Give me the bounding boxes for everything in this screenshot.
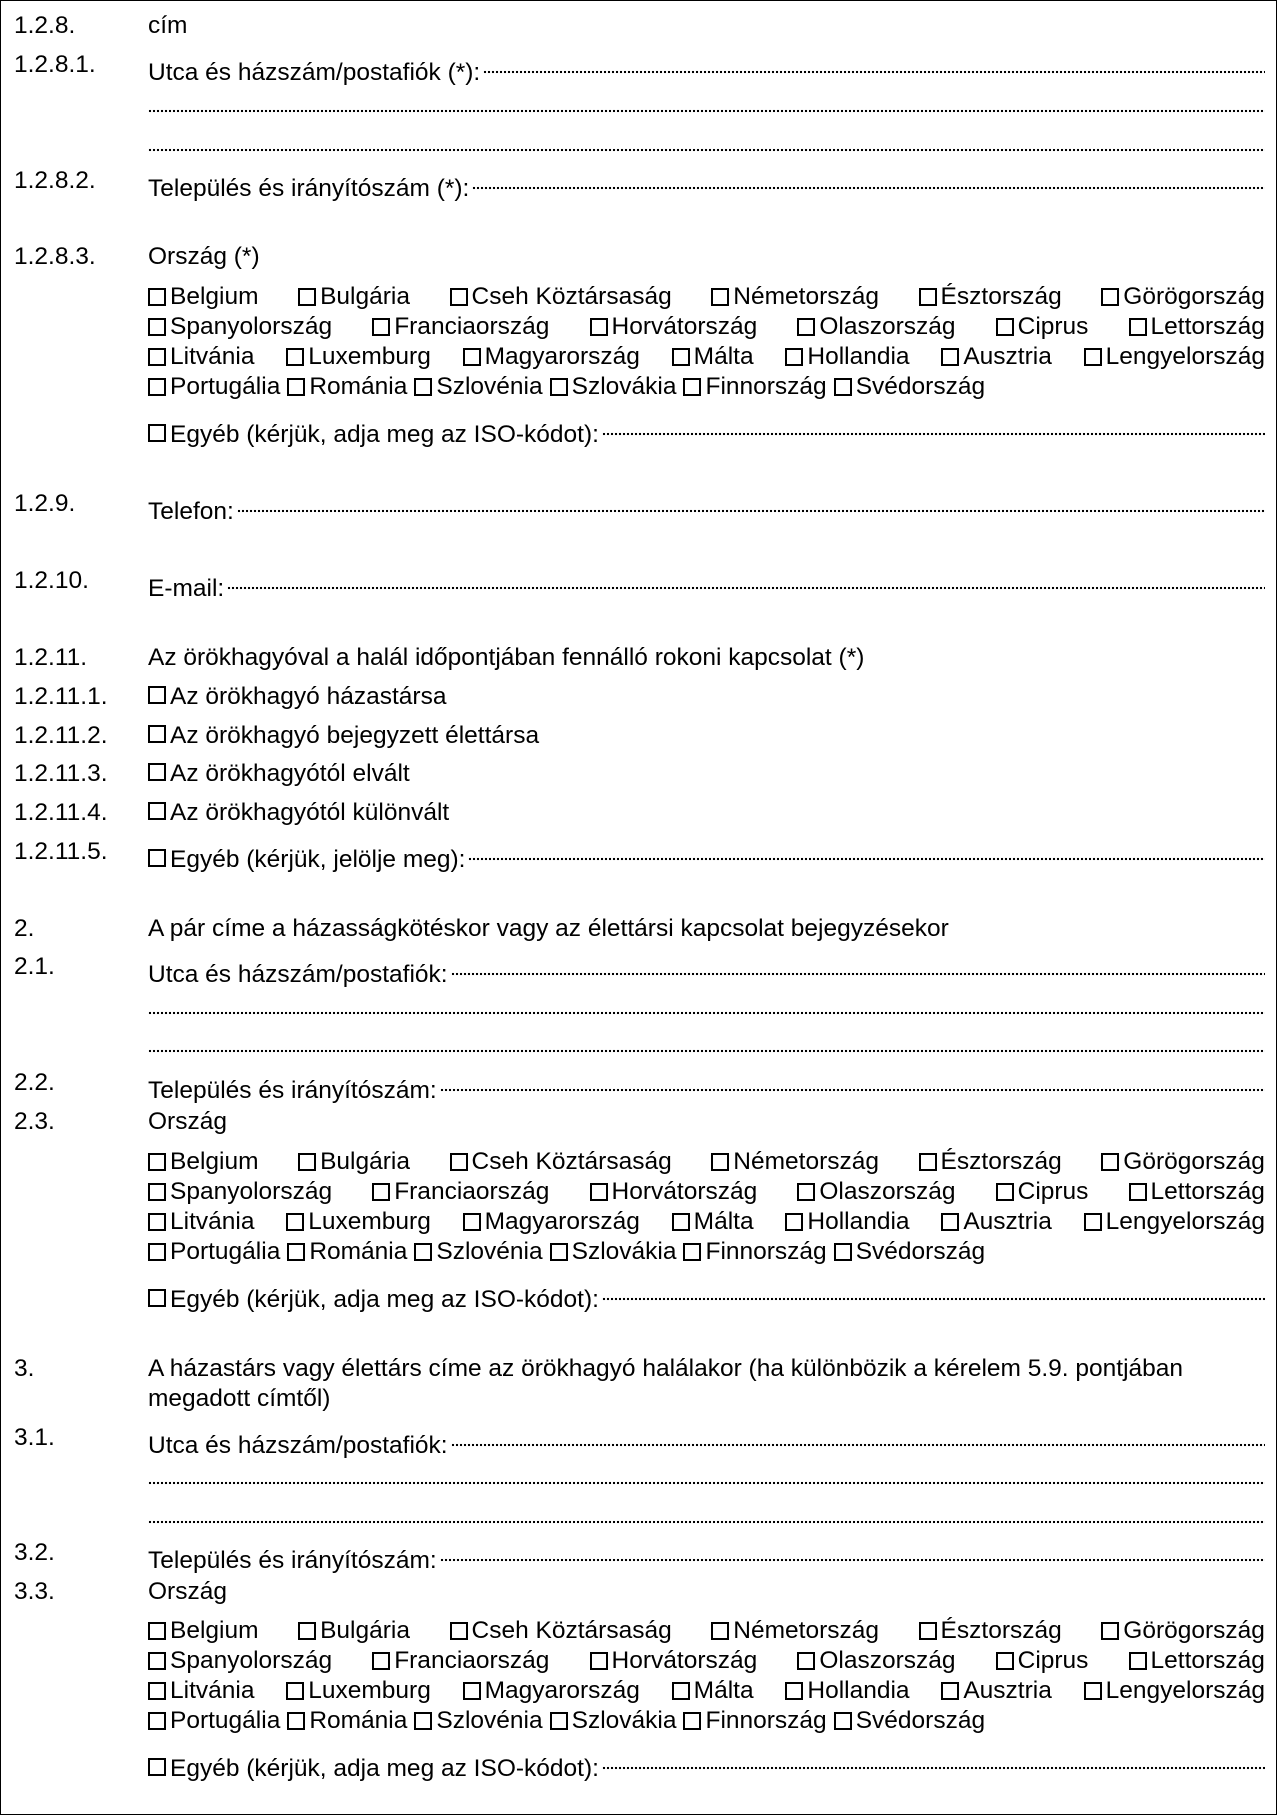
iso-code-input[interactable] [602,1746,1265,1776]
checkbox-icon[interactable] [711,1622,729,1640]
checkbox-icon[interactable] [919,1622,937,1640]
checkbox-icon[interactable] [372,318,390,336]
country-option[interactable]: Ausztria [941,342,1052,372]
checkbox-icon[interactable] [414,1712,432,1730]
country-option[interactable]: Lettország [1129,1177,1265,1207]
country-option[interactable]: Portugália [148,372,280,402]
section-3-2 [1,1538,1276,1574]
item-number: 1.2.11.2. [14,722,108,749]
country-option[interactable]: Olaszország [797,1646,955,1676]
checkbox-icon[interactable] [797,1183,815,1201]
checkbox-icon[interactable] [683,1243,701,1261]
checkbox-icon[interactable] [996,1183,1014,1201]
item-label: Utca és házszám/postafiók: [148,961,448,988]
relation-other-input[interactable] [468,837,1265,867]
relation-label: Egyéb (kérjük, jelölje meg): [170,846,466,873]
item-number: 2.2. [14,1069,55,1096]
country-option[interactable]: Luxemburg [286,342,431,372]
checkbox-icon[interactable] [1101,288,1119,306]
checkbox-icon[interactable] [785,1682,803,1700]
checkbox-icon[interactable] [148,288,166,306]
continuation-line [1,1029,1276,1059]
country-option[interactable]: Ciprus [996,1177,1089,1207]
country-option[interactable]: Észtország [919,282,1062,312]
checkbox-icon[interactable] [148,1622,166,1640]
country-option[interactable]: Románia [287,372,407,402]
item-label: Utca és házszám/postafiók: [148,1432,448,1459]
relation-option [1,837,1276,873]
item-label: Az örökhagyóval a halál időpontjában fennálló rokoni kapcsolat (*) [148,644,865,671]
section-1-2-8-3 [1,242,1276,272]
checkbox-icon[interactable] [450,1153,468,1171]
section-3-3 [1,1577,1276,1607]
checkbox-icon[interactable] [1084,1213,1102,1231]
item-label: Település és irányítószám: [148,1077,437,1104]
country-option[interactable]: Észtország [919,1147,1062,1177]
country-option[interactable]: Horvátország [590,1177,758,1207]
checkbox-icon[interactable] [148,1758,166,1776]
street-input-line-2[interactable] [148,1461,1265,1491]
other-iso-label: Egyéb (kérjük, adja meg az ISO-kódot): [170,421,599,448]
item-label: Település és irányítószám: [148,1547,437,1574]
checkbox-icon[interactable] [286,348,304,366]
section-3 [1,1354,1276,1414]
country-option[interactable]: Spanyolország [148,312,332,342]
checkbox-icon[interactable] [550,1243,568,1261]
item-number: 3. [14,1355,35,1382]
country-option[interactable]: Lettország [1129,1646,1265,1676]
item-label: cím [148,12,188,39]
other-iso-label: Egyéb (kérjük, adja meg az ISO-kódot): [170,1286,599,1313]
item-number: 2.1. [14,953,55,980]
country-option[interactable]: Málta [672,342,754,372]
country-option[interactable]: Luxemburg [286,1676,431,1706]
item-number: 1.2.8.3. [14,243,96,270]
checkbox-icon[interactable] [148,1183,166,1201]
section-1-2-8-2 [1,166,1276,202]
street-input-line-2[interactable] [148,991,1265,1021]
country-option[interactable]: Cseh Köztársaság [450,1616,672,1646]
checkbox-icon[interactable] [834,378,852,396]
checkbox-icon[interactable] [941,348,959,366]
relation-label: Az örökhagyó bejegyzett élettársa [170,722,540,749]
country-option[interactable]: Ausztria [941,1676,1052,1706]
item-number: 1.2.11. [14,644,88,671]
checkbox-icon[interactable] [148,1712,166,1730]
checkbox-icon[interactable] [414,1243,432,1261]
checkbox-icon[interactable] [298,1153,316,1171]
country-option[interactable]: Málta [672,1676,754,1706]
country-option[interactable]: Ausztria [941,1207,1052,1237]
item-number: 1.2.11.3. [14,760,108,787]
country-option[interactable]: Svédország [834,1706,985,1736]
section-3-1 [1,1423,1276,1459]
item-number: 1.2.8.1. [14,51,96,78]
checkbox-icon[interactable] [797,1652,815,1670]
street-input-line-1[interactable] [483,50,1265,80]
country-option[interactable]: Franciaország [372,312,549,342]
relation-option [1,721,1276,751]
section-2 [1,914,1276,944]
checkbox-icon[interactable] [148,1213,166,1231]
item-number: 3.3. [14,1578,55,1605]
relation-option [1,682,1276,712]
relation-option [1,759,1276,789]
checkbox-icon[interactable] [941,1213,959,1231]
phone-input[interactable] [237,489,1265,519]
iso-code-input[interactable] [602,1277,1265,1307]
country-option[interactable]: Görögország [1101,1147,1265,1177]
checkbox-icon[interactable] [711,288,729,306]
country-option[interactable]: Lengyelország [1084,1676,1265,1706]
country-option[interactable]: Svédország [834,1237,985,1267]
country-option[interactable]: Magyarország [463,1207,640,1237]
country-option[interactable]: Spanyolország [148,1646,332,1676]
country-option[interactable]: Szlovákia [550,1706,677,1736]
country-option[interactable]: Finnország [683,1706,826,1736]
section-2-1 [1,952,1276,988]
checkbox-icon[interactable] [1101,1153,1119,1171]
checkbox-icon[interactable] [1101,1622,1119,1640]
country-option[interactable]: Svédország [834,372,985,402]
item-number: 1.2.11.4. [14,799,108,826]
checkbox-icon[interactable] [414,378,432,396]
checkbox-icon[interactable] [148,1682,166,1700]
checkbox-icon[interactable] [148,1289,166,1307]
relation-option [1,798,1276,828]
country-option[interactable]: Olaszország [797,1177,955,1207]
country-option[interactable]: Magyarország [463,342,640,372]
country-option[interactable]: Románia [287,1706,407,1736]
checkbox-icon[interactable] [785,348,803,366]
city-postcode-input[interactable] [440,1538,1265,1568]
checkbox-icon[interactable] [287,378,305,396]
checkbox-icon[interactable] [286,1682,304,1700]
country-option[interactable]: Németország [711,1616,879,1646]
checkbox-icon[interactable] [148,763,166,781]
checkbox-icon[interactable] [996,1652,1014,1670]
street-input-line-2[interactable] [148,89,1265,119]
checkbox-icon[interactable] [941,1682,959,1700]
country-option[interactable]: Románia [287,1237,407,1267]
checkbox-icon[interactable] [148,849,166,867]
country-option[interactable]: Hollandia [785,1207,909,1237]
checkbox-icon[interactable] [148,686,166,704]
continuation-line [1,991,1276,1021]
country-option[interactable]: Ciprus [996,1646,1089,1676]
checkbox-icon[interactable] [148,1243,166,1261]
country-option[interactable]: Hollandia [785,1676,909,1706]
item-number: 2. [14,915,35,942]
country-option[interactable]: Szlovénia [414,1237,542,1267]
country-option[interactable]: Lengyelország [1084,342,1265,372]
street-input-line-1[interactable] [451,952,1265,982]
country-option[interactable]: Franciaország [372,1646,549,1676]
country-option[interactable]: Szlovákia [550,372,677,402]
item-number: 2.3. [14,1108,55,1135]
country-option[interactable]: Bulgária [298,1147,410,1177]
checkbox-icon[interactable] [287,1243,305,1261]
checkbox-icon[interactable] [683,1712,701,1730]
street-input-line-3[interactable] [148,128,1265,158]
checkbox-icon[interactable] [919,288,937,306]
item-number: 1.2.10. [14,567,89,594]
checkbox-icon[interactable] [834,1243,852,1261]
checkbox-icon[interactable] [148,378,166,396]
checkbox-icon[interactable] [1129,318,1147,336]
country-option[interactable]: Horvátország [590,312,758,342]
other-iso-label: Egyéb (kérjük, adja meg az ISO-kódot): [170,1755,599,1782]
checkbox-icon[interactable] [372,1183,390,1201]
country-option[interactable]: Szlovákia [550,1237,677,1267]
checkbox-icon[interactable] [590,1183,608,1201]
street-input-line-3[interactable] [148,1029,1265,1059]
checkbox-icon[interactable] [1084,348,1102,366]
checkbox-icon[interactable] [919,1153,937,1171]
country-option[interactable]: Lengyelország [1084,1207,1265,1237]
checkbox-icon[interactable] [148,318,166,336]
item-label: A pár címe a házasságkötéskor vagy az élettársi kapcsolat bejegyzésekor [148,915,949,942]
continuation-line [1,89,1276,119]
checkbox-icon[interactable] [672,348,690,366]
section-1-2-11 [1,643,1276,673]
checkbox-icon[interactable] [148,1153,166,1171]
street-input-line-1[interactable] [451,1423,1265,1453]
country-option[interactable]: Észtország [919,1616,1062,1646]
section-1-2-8 [1,11,1276,41]
country-option[interactable]: Litvánia [148,342,254,372]
item-number: 1.2.11.1. [14,683,108,710]
checkbox-icon[interactable] [450,288,468,306]
item-number: 1.2.8.2. [14,167,96,194]
country-option[interactable]: Görögország [1101,1616,1265,1646]
item-number: 3.2. [14,1539,55,1566]
checkbox-icon[interactable] [550,378,568,396]
checkbox-icon[interactable] [463,348,481,366]
checkbox-icon[interactable] [287,1712,305,1730]
country-option[interactable]: Spanyolország [148,1177,332,1207]
country-option[interactable]: Lettország [1129,312,1265,342]
relation-label: Az örökhagyó házastársa [170,683,447,710]
country-option[interactable]: Németország [711,282,879,312]
city-postcode-input[interactable] [472,166,1265,196]
street-input-line-3[interactable] [148,1500,1265,1530]
country-option[interactable]: Szlovénia [414,1706,542,1736]
country-option[interactable]: Finnország [683,372,826,402]
country-option[interactable]: Bulgária [298,1616,410,1646]
checkbox-icon[interactable] [450,1622,468,1640]
item-number: 1.2.9. [14,490,76,517]
checkbox-icon[interactable] [148,725,166,743]
country-option[interactable]: Málta [672,1207,754,1237]
checkbox-icon[interactable] [286,1213,304,1231]
country-option[interactable]: Franciaország [372,1177,549,1207]
country-option[interactable]: Belgium [148,282,259,312]
section-1-2-10 [1,566,1276,602]
country-option[interactable]: Belgium [148,1616,259,1646]
checkbox-icon[interactable] [148,348,166,366]
section-1-2-9 [1,489,1276,525]
continuation-line [1,128,1276,158]
checkbox-icon[interactable] [711,1153,729,1171]
country-option[interactable]: Litvánia [148,1676,254,1706]
email-input[interactable] [227,566,1265,596]
country-option[interactable]: Ciprus [996,312,1089,342]
checkbox-icon[interactable] [372,1652,390,1670]
checkbox-icon[interactable] [785,1213,803,1231]
country-option[interactable]: Finnország [683,1237,826,1267]
item-number: 1.2.8. [14,12,76,39]
other-country-row [1,1746,1276,1782]
item-label: Ország (*) [148,243,260,270]
country-option[interactable]: Portugália [148,1706,280,1736]
item-label: Település és irányítószám (*): [148,175,470,202]
checkbox-icon[interactable] [590,318,608,336]
country-option[interactable]: Bulgária [298,282,410,312]
other-country-row [1,1277,1276,1313]
checkbox-icon[interactable] [148,802,166,820]
checkbox-icon[interactable] [996,318,1014,336]
item-number: 1.2.11.5. [14,838,108,865]
item-label: A házastárs vagy élettárs címe az örökhagyó halálakor (ha különbözik a kérelem 5.9. pontjában megadott címtől) [148,1355,1184,1412]
country-option[interactable]: Litvánia [148,1207,254,1237]
country-option[interactable]: Portugália [148,1237,280,1267]
country-option[interactable]: Horvátország [590,1646,758,1676]
item-number: 3.1. [14,1424,55,1451]
country-option[interactable]: Hollandia [785,342,909,372]
checkbox-icon[interactable] [797,318,815,336]
section-2-3 [1,1107,1276,1137]
checkbox-icon[interactable] [834,1712,852,1730]
checkbox-icon[interactable] [1129,1652,1147,1670]
relation-label: Az örökhagyótól különvált [170,799,450,826]
country-option[interactable]: Németország [711,1147,879,1177]
item-label: E-mail: [148,575,225,602]
country-option[interactable]: Magyarország [463,1676,640,1706]
country-option[interactable]: Olaszország [797,312,955,342]
checkbox-icon[interactable] [298,288,316,306]
country-option[interactable]: Cseh Köztársaság [450,282,672,312]
country-option[interactable]: Luxemburg [286,1207,431,1237]
relation-label: Az örökhagyótól elvált [170,760,410,787]
section-1-2-8-1 [1,50,1276,86]
country-option[interactable]: Belgium [148,1147,259,1177]
other-country-row [1,412,1276,448]
city-postcode-input[interactable] [440,1068,1265,1098]
checkbox-icon[interactable] [148,1652,166,1670]
checkbox-icon[interactable] [463,1213,481,1231]
country-option[interactable]: Szlovénia [414,372,542,402]
item-label: Utca és házszám/postafiók (*): [148,59,481,86]
checkbox-icon[interactable] [463,1682,481,1700]
checkbox-icon[interactable] [672,1682,690,1700]
country-option[interactable]: Cseh Köztársaság [450,1147,672,1177]
item-label: Ország [148,1108,227,1135]
checkbox-icon[interactable] [683,378,701,396]
continuation-line [1,1461,1276,1491]
country-option[interactable]: Görögország [1101,282,1265,312]
checkbox-icon[interactable] [672,1213,690,1231]
item-label: Ország [148,1578,227,1605]
checkbox-icon[interactable] [1084,1682,1102,1700]
checkbox-icon[interactable] [148,424,166,442]
iso-code-input[interactable] [602,412,1265,442]
checkbox-icon[interactable] [1129,1183,1147,1201]
checkbox-icon[interactable] [550,1712,568,1730]
section-2-2 [1,1068,1276,1104]
checkbox-icon[interactable] [298,1622,316,1640]
continuation-line [1,1500,1276,1530]
item-label: Telefon: [148,498,234,525]
checkbox-icon[interactable] [590,1652,608,1670]
